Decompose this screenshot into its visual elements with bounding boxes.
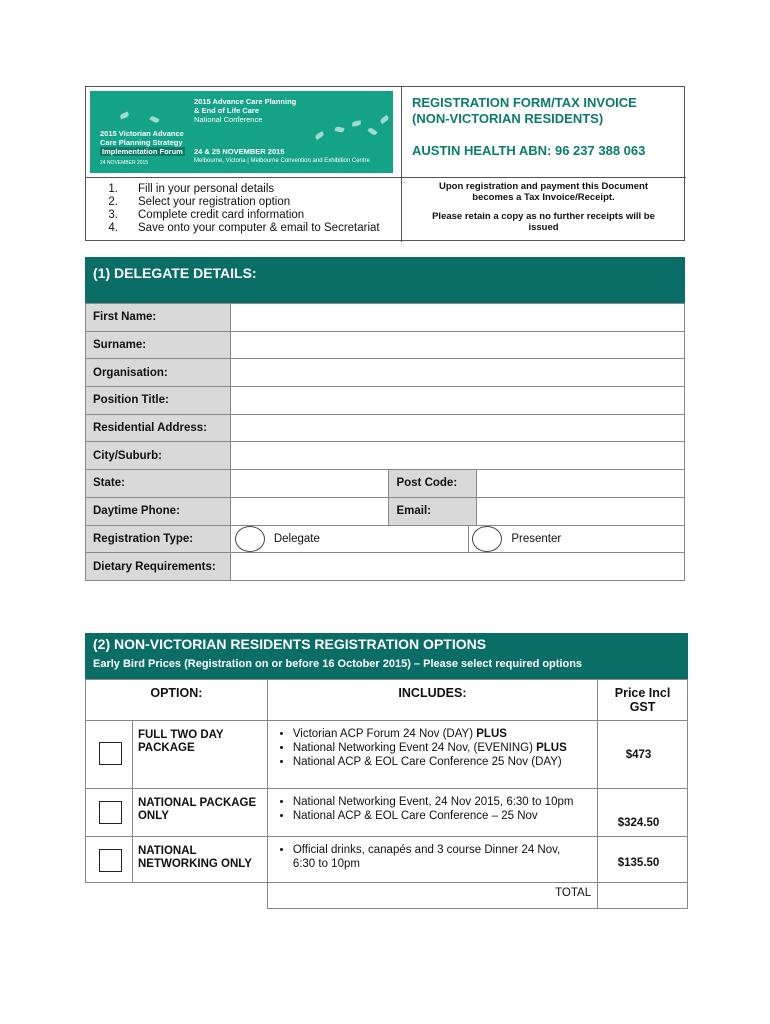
delegate-details-table <box>85 303 685 581</box>
option-includes <box>267 789 597 837</box>
table-row <box>86 442 685 470</box>
banner-line-6: Implementation Forum <box>102 147 183 156</box>
table-row <box>86 470 685 498</box>
city-suburb-label: City/Suburb: <box>86 442 231 470</box>
leaf-icon <box>149 115 159 124</box>
banner-line-9: 24 NOVEMBER 2015 <box>100 160 149 166</box>
daytime-phone-label: Daytime Phone: <box>86 497 231 525</box>
option-includes <box>267 837 597 883</box>
table-row <box>86 837 688 883</box>
residential-address-field[interactable] <box>230 414 684 442</box>
total-label: TOTAL <box>267 883 597 909</box>
table-row <box>86 789 688 837</box>
national-networking-checkbox[interactable] <box>99 849 122 872</box>
banner-line-2: & End of Life Care <box>194 106 260 115</box>
banner-line-7: 24 & 25 NOVEMBER 2015 <box>194 147 285 156</box>
organisation-field[interactable] <box>230 359 684 387</box>
list-item: • Official drinks, canapés and 3 course Dinner 24 Nov, 6:30 to 10pm <box>293 843 597 871</box>
table-row <box>86 525 685 553</box>
table-row <box>86 497 685 525</box>
city-suburb-field[interactable] <box>230 442 684 470</box>
option-checkbox-cell <box>86 721 133 789</box>
registration-options-heading <box>85 633 688 679</box>
state-field[interactable] <box>230 470 389 498</box>
list-item: • National Networking Event, 24 Nov 2015, 6:30 to 10pm <box>293 795 597 809</box>
national-package-checkbox[interactable] <box>99 801 122 824</box>
leaf-icon <box>379 115 389 124</box>
position-title-field[interactable] <box>230 387 684 415</box>
registration-options-title: (2) NON-VICTORIAN RESIDENTS REGISTRATION OPTIONS <box>93 636 487 652</box>
first-name-field[interactable] <box>230 304 684 332</box>
position-title-label: Position Title: <box>86 387 231 415</box>
option-price: $135.50 <box>598 837 688 883</box>
option-includes <box>267 721 597 789</box>
option-price: $324.50 <box>598 789 688 837</box>
full-two-day-checkbox[interactable] <box>99 742 122 765</box>
table-row <box>86 721 688 789</box>
option-checkbox-cell <box>86 837 133 883</box>
step-item: 2. Select your registration option <box>108 196 291 208</box>
price-column-header: Price Incl GST <box>598 680 688 721</box>
step-item: 3. Complete credit card information <box>108 209 305 221</box>
registration-options-table <box>85 679 688 909</box>
early-bird-subheading: Early Bird Prices (Registration on or before 16 October 2015) – Please select required options <box>93 658 583 670</box>
retain-copy-notice: Please retain a copy as no further receipts will be issued <box>432 211 655 233</box>
table-row <box>86 414 685 442</box>
step-item: 1. Fill in your personal details <box>108 183 275 195</box>
leaf-icon <box>352 120 362 126</box>
first-name-label: First Name: <box>86 304 231 332</box>
option-name: FULL TWO DAY PACKAGE <box>132 721 267 789</box>
table-row <box>86 304 685 332</box>
step-item: 4. Save onto your computer & email to Secretariat <box>108 222 380 234</box>
option-column-header: OPTION: <box>86 680 268 721</box>
form-title: REGISTRATION FORM/TAX INVOICE (NON-VICTORIAN RESIDENTS) <box>412 95 637 126</box>
tax-invoice-notice: Upon registration and payment this Document becomes a Tax Invoice/Receipt. <box>438 181 649 203</box>
table-row <box>86 553 685 581</box>
table-row <box>86 387 685 415</box>
dietary-requirements-label: Dietary Requirements: <box>86 553 231 581</box>
option-price: $473 <box>598 721 688 789</box>
state-label: State: <box>86 470 231 498</box>
option-name: NATIONAL NETWORKING ONLY <box>132 837 267 883</box>
delegate-radio[interactable] <box>235 526 265 552</box>
leaf-icon <box>367 127 377 137</box>
surname-field[interactable] <box>230 331 684 359</box>
table-header-row <box>86 680 688 721</box>
includes-column-header: INCLUDES: <box>267 680 597 721</box>
email-label: Email: <box>389 497 477 525</box>
banner-line-4: 2015 Victorian Advance <box>100 129 184 138</box>
total-field[interactable] <box>598 883 688 909</box>
post-code-field[interactable] <box>477 470 685 498</box>
residential-address-label: Residential Address: <box>86 414 231 442</box>
conference-banner-image <box>90 91 393 173</box>
delegate-details-heading: (1) DELEGATE DETAILS: <box>85 257 685 303</box>
list-item: • National ACP & EOL Care Conference 25 Nov (DAY) <box>293 755 597 769</box>
table-row <box>86 359 685 387</box>
header-divider-horizontal <box>86 177 686 178</box>
list-item: • National ACP & EOL Care Conference – 25 Nov <box>293 809 597 823</box>
email-field[interactable] <box>477 497 685 525</box>
banner-line-8: Melbourne, Victoria | Melbourne Convention and Exhibition Centre <box>194 158 370 164</box>
presenter-option-cell <box>469 525 685 553</box>
header-divider-vertical <box>401 87 402 242</box>
leaf-icon <box>335 126 345 133</box>
registration-type-label: Registration Type: <box>86 525 231 553</box>
banner-line-3: National Conference <box>194 115 263 124</box>
organisation-label: Organisation: <box>86 359 231 387</box>
leaf-icon <box>119 112 129 120</box>
post-code-label: Post Code: <box>389 470 477 498</box>
total-row <box>86 883 688 909</box>
daytime-phone-field[interactable] <box>230 497 389 525</box>
table-row <box>86 331 685 359</box>
option-checkbox-cell <box>86 789 133 837</box>
banner-line-1: 2015 Advance Care Planning <box>194 97 297 106</box>
abn-heading: AUSTIN HEALTH ABN: 96 237 388 063 <box>412 143 646 158</box>
dietary-requirements-field[interactable] <box>230 553 684 581</box>
option-name: NATIONAL PACKAGE ONLY <box>132 789 267 837</box>
delegate-option-label: Delegate <box>273 532 320 545</box>
surname-label: Surname: <box>86 331 231 359</box>
banner-line-5: Care Planning Strategy <box>100 138 183 147</box>
delegate-option-cell <box>230 525 469 553</box>
presenter-radio[interactable] <box>472 526 502 552</box>
list-item: • Victorian ACP Forum 24 Nov (DAY) PLUS <box>293 727 597 741</box>
leaf-icon <box>314 131 324 140</box>
list-item: • National Networking Event 24 Nov, (EVENING) PLUS <box>293 741 597 755</box>
presenter-option-label: Presenter <box>511 532 562 545</box>
instruction-steps <box>104 183 380 235</box>
form-header <box>85 86 685 241</box>
